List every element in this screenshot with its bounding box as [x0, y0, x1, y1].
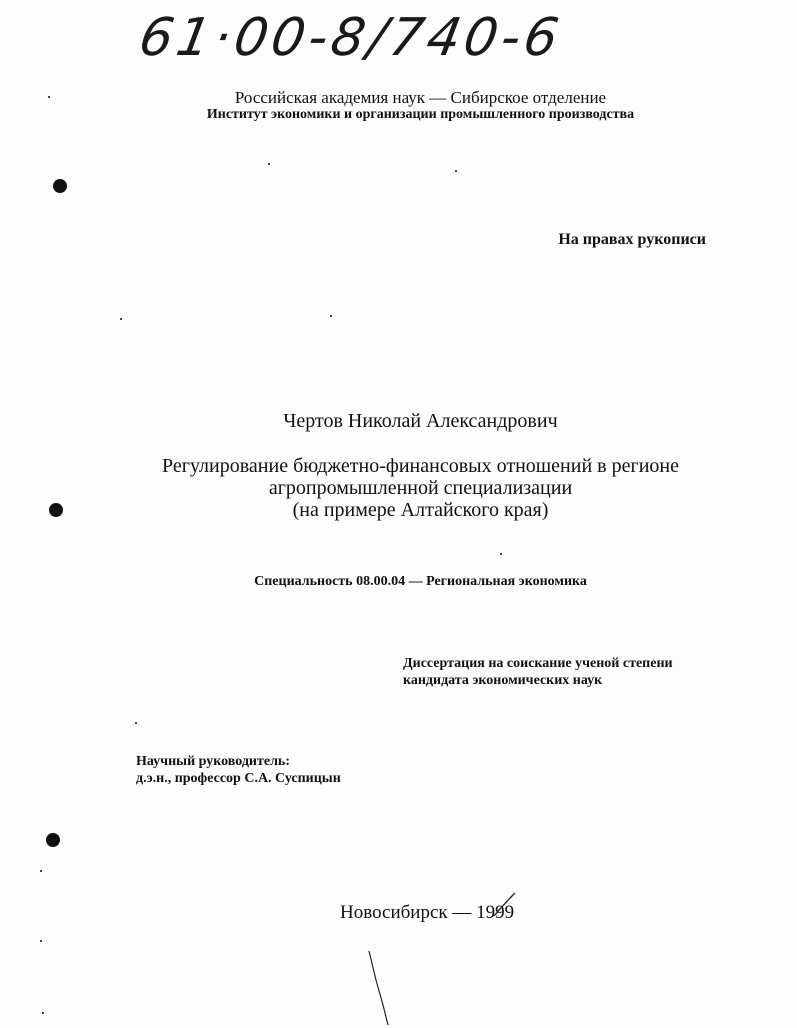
- city-year: Новосибирск — 1999: [340, 902, 515, 923]
- title-line-3: (на примере Алтайского края): [292, 499, 549, 521]
- manuscript-rights-note: На правах рукописи: [558, 231, 706, 248]
- title-line-1: Регулирование бюджетно-финансовых отношений в регионе: [162, 455, 679, 477]
- advisor-label: Научный руководитель:: [136, 754, 290, 769]
- author-name: Чертов Николай Александрович: [283, 410, 558, 432]
- organization-name: Российская академия наук — Сибирское отделение: [234, 88, 607, 107]
- institute-name: Институт экономики и организации промышленного производства: [206, 107, 635, 122]
- degree-line-2: кандидата экономических наук: [403, 673, 603, 688]
- degree-line-1: Диссертация на соискание ученой степени: [403, 656, 673, 671]
- specialty-line: Специальность 08.00.04 — Региональная экономика: [254, 574, 587, 589]
- advisor-name: д.э.н., профессор С.А. Суспицын: [136, 771, 341, 786]
- title-line-2: агропромышленной специализации: [268, 477, 573, 499]
- pen-stroke-long: [369, 951, 388, 1025]
- pen-stroke-slash: [494, 893, 515, 916]
- archive-code-handwritten: 61·00-8/740-6: [134, 8, 567, 68]
